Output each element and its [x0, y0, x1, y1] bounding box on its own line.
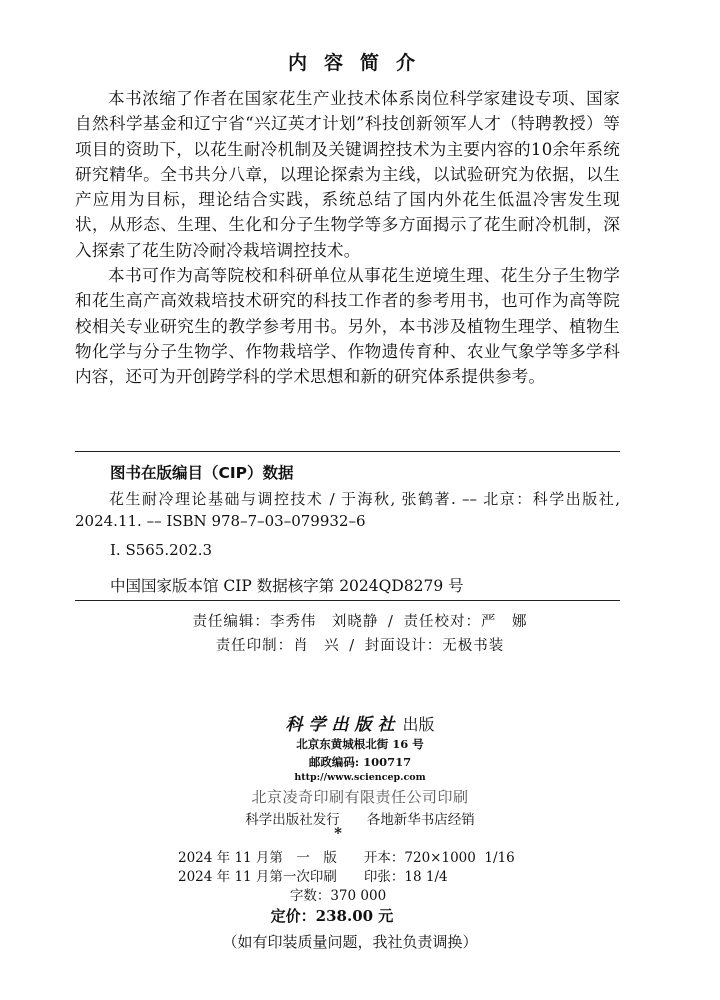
- intro-paragraph-1: 本书浓缩了作者在国家花生产业技术体系岗位科学家建设专项、国家自然科学基金和辽宁省“兴辽英才计划”科技创新领军人才（特聘教授）等项目的资助下，以花生耐冷机制及关键调控技术为主要内容的10余年系统研究精华。全书共分八章，以理论探索为主线，以试验研究为依据，以生产应用为目标，理论结合实践，系统总结了国内外花生低温冷害发生现状，从形态、生理、生化和分子生物学等多方面揭示了花生耐冷机制，深入探索了花生防冷耐冷栽培调控技术。: [75, 89, 620, 260]
- star-mark: *: [334, 824, 342, 842]
- word-count: 字数：370 000: [289, 888, 387, 904]
- intro-paragraph-2: 本书可作为高等院校和科研单位从事花生逆境生理、花生分子生物学和花生高产高效栽培技术研究的科技工作者的参考用书，也可作为高等院校相关专业研究生的教学参考用书。另外，本书涉及植物生理学、植物生物化学与分子生物学、作物栽培学、作物遗传育种、农业气象学等多学科内容，还可为开创跨学科的学术思想和新的研究体系提供参考。: [75, 266, 620, 387]
- quality-notice: （如有印装质量问题，我社负责调换）: [222, 933, 478, 951]
- print-value: 肖 兴: [293, 638, 340, 654]
- cover-value: 无极书装: [442, 638, 505, 654]
- publisher-logo-text: 科学出版社: [285, 715, 401, 735]
- cip-record-number: 中国国家版本馆 CIP 数据核字第 2024QD8279 号: [110, 577, 464, 595]
- separator: /: [349, 638, 356, 654]
- print-label: 责任印制：: [215, 638, 294, 654]
- cip-entry: 花生耐冷理论基础与调控技术 / 于海秋, 张鹤著. –– 北京：科学出版社, 2024.11. –– ISBN 978–7–03–079932–6: [75, 490, 620, 530]
- publisher-url: http://www.sciencep.com: [294, 772, 426, 783]
- divider-bottom: [75, 600, 620, 601]
- publisher-address: 北京东黄城根北街 16 号: [296, 737, 424, 751]
- cover-label: 封面设计：: [364, 638, 443, 654]
- proof-label: 责任校对：: [403, 614, 482, 630]
- publisher-postcode: 邮政编码: 100717: [308, 755, 412, 769]
- publisher-line: [0, 710, 720, 735]
- staff-line-1: [0, 610, 720, 631]
- edition-line: 2024 年 11 月第 一 版 开本：720×1000 1/16: [178, 850, 515, 866]
- proof-value: 严 娜: [481, 614, 528, 630]
- page-title: 内容简介: [287, 52, 432, 74]
- printer: 北京凌奇印刷有限责任公司印刷: [251, 788, 469, 806]
- editor-label: 责任编辑：: [192, 614, 270, 630]
- price: 定价：238.00 元: [270, 907, 394, 925]
- divider-top: [75, 451, 620, 452]
- distribution: 科学出版社发行 各地新华书店经销: [245, 812, 475, 828]
- cip-classification: Ⅰ. S565.202.3: [110, 541, 213, 559]
- staff-line-2: [0, 634, 720, 655]
- intro-text: [75, 86, 620, 390]
- printing-line: 2024 年 11 月第一次印刷 印张：18 1/4: [178, 869, 448, 885]
- cip-title: 图书在版编目（CIP）数据: [110, 464, 294, 482]
- publisher-suffix: 出版: [402, 715, 435, 734]
- separator: /: [388, 614, 394, 630]
- editor-value: 李秀伟 刘晓静: [269, 614, 379, 630]
